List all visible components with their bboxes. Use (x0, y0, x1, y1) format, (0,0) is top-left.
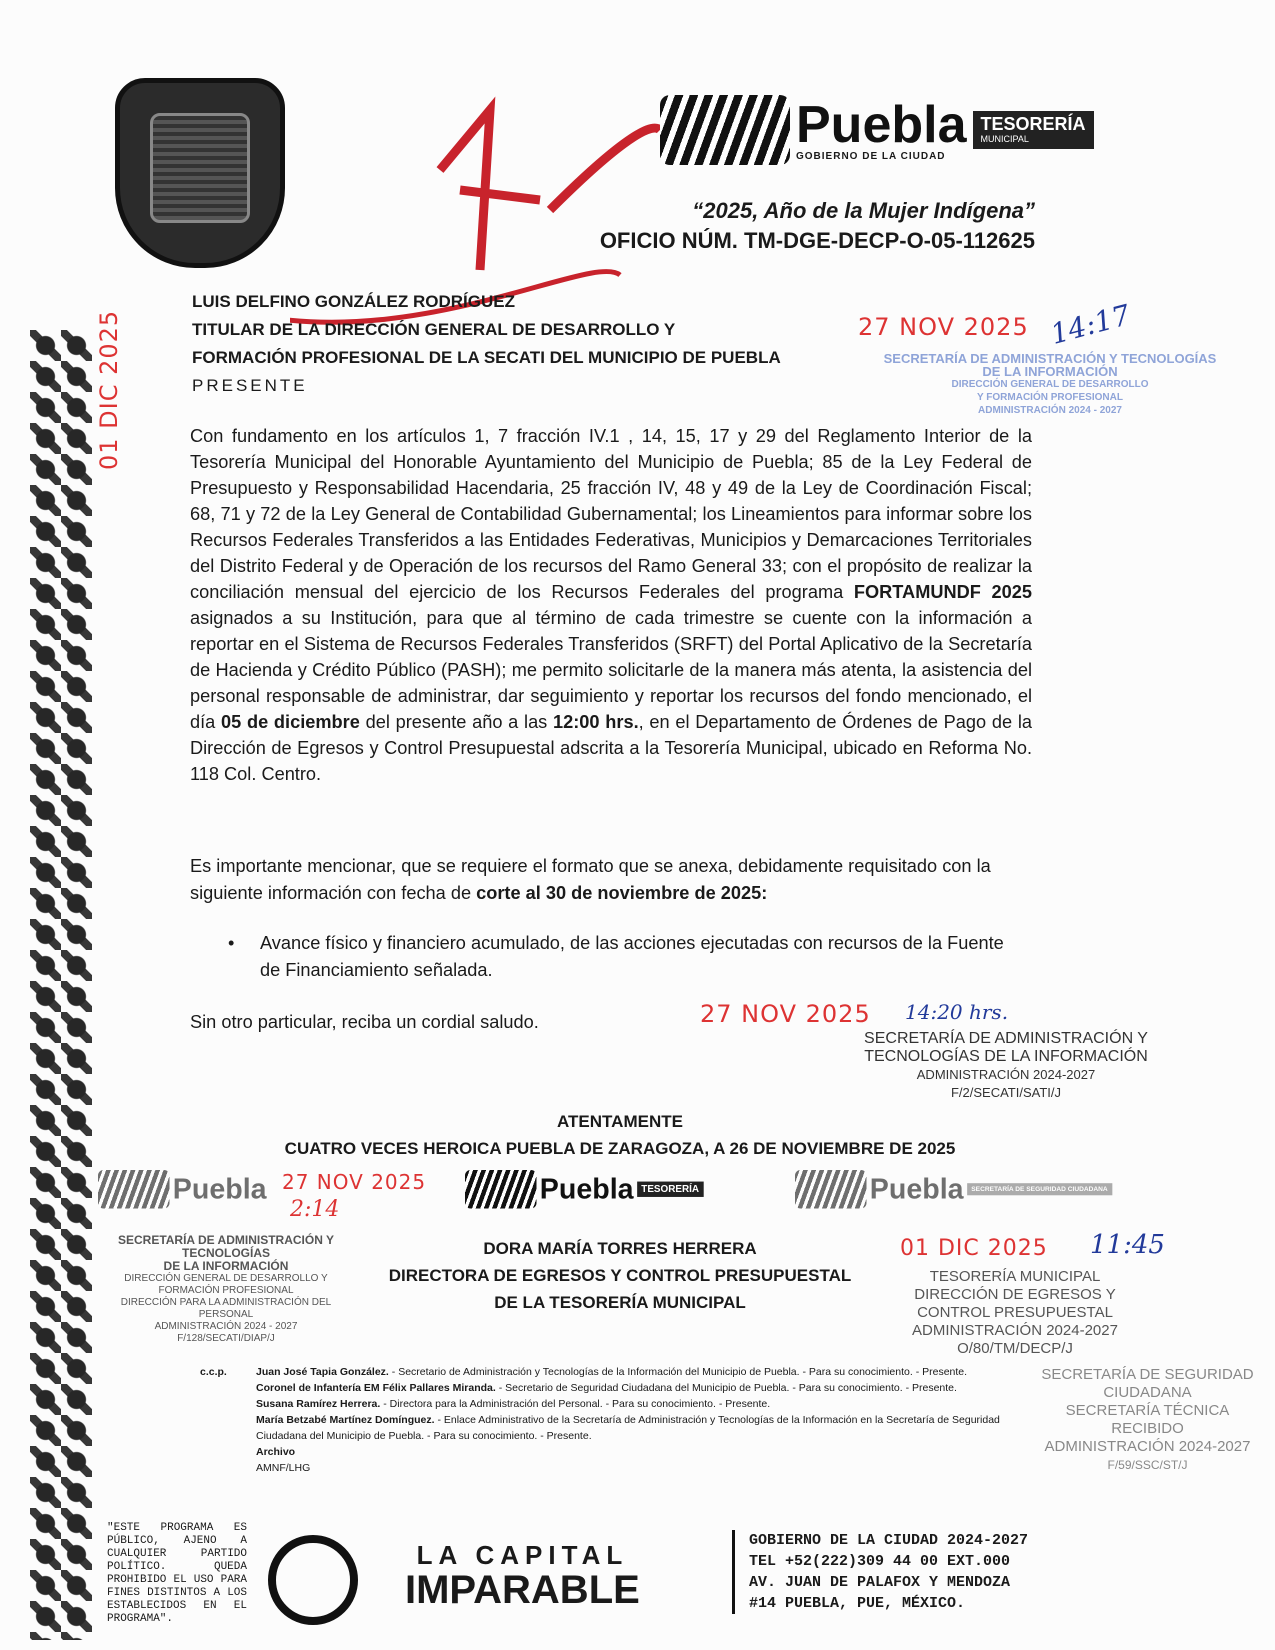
puebla-tesoreria-logo (660, 95, 1094, 165)
presente: PRESENTE (192, 376, 308, 395)
cc-name: Susana Ramírez Herrera. (256, 1398, 381, 1410)
stamp-line: DIRECCIÓN PARA LA ADMINISTRACIÓN DEL PERSONAL (120, 1297, 332, 1320)
meeting-date: 05 de diciembre (221, 712, 360, 732)
handwritten-time: 2:14 (290, 1197, 340, 1222)
logo-word: Puebla (172, 1173, 267, 1206)
date-stamp: 01 DIC 2025 (900, 1236, 1048, 1261)
address-line: #14 PUEBLA, PUE, MÉXICO. (749, 1595, 966, 1612)
date-stamp: 27 NOV 2025 (282, 1170, 427, 1194)
stamp-line: F/128/SECATI/DIAP/J (177, 1333, 275, 1344)
oficio-number: OFICIO NÚM. TM-DGE-DECP-O-05-112625 (599, 228, 1035, 253)
logo-mark (98, 1170, 170, 1209)
stamp-line: DE LA INFORMACIÓN (163, 1259, 289, 1273)
logo-tag-sub: MUNICIPAL (980, 133, 1029, 144)
stamp-line: CONTROL PRESUPUESTAL (917, 1304, 1113, 1321)
cc-text: - Secretario de Administración y Tecnologías de la Información del Municipio de Puebla. - Para su conocimiento. - Presente. (388, 1366, 968, 1378)
stamp-line: DIRECCIÓN DE EGRESOS Y (914, 1286, 1116, 1303)
logo-mark (795, 1170, 867, 1209)
stamp-line: DIRECCIÓN GENERAL DE DESARROLLO (951, 379, 1149, 390)
recipient-title: TITULAR DE LA DIRECCIÓN GENERAL DE DESARROLLO Y (192, 320, 676, 339)
cc-text: - Directora para la Administración del Personal. - Para su conocimiento. - Presente. (380, 1398, 771, 1410)
date-stamp: 27 NOV 2025 (858, 313, 1029, 341)
body-paragraph (190, 853, 1032, 907)
closing: Sin otro particular, reciba un cordial saludo. (190, 1012, 539, 1032)
cc-label: c.c.p. (200, 1366, 227, 1378)
place-date: CUATRO VECES HEROICA PUEBLA DE ZARAGOZA, A 26 DE NOVIEMBRE DE 2025 (284, 1139, 956, 1158)
stamp-line: TECNOLOGÍAS DE LA INFORMACIÓN (864, 1048, 1148, 1065)
cc-text: - Enlace Administrativo de la Secretaría de Administración y Tecnologías de la Información en la Secretaría de Seguridad Ciudadana del Municipio de Puebla. - Para su conocimiento. - Presente. (256, 1414, 1000, 1442)
stamp-line: ADMINISTRACIÓN 2024-2027 (916, 1067, 1096, 1082)
logo-tag (973, 111, 1094, 149)
address-line: TEL +52(222)309 44 00 EXT.000 (749, 1553, 1011, 1570)
requirements-list (228, 930, 1028, 984)
logo-tag: TESORERÍA (637, 1182, 704, 1197)
cc-item (256, 1364, 1016, 1380)
handwritten-time: 14:17 (1047, 298, 1134, 351)
recipient-name: LUIS DELFINO GONZÁLEZ RODRÍGUEZ (192, 292, 515, 311)
cc-item (256, 1396, 1016, 1412)
text: del presente año a las (359, 712, 554, 732)
cc-item (256, 1380, 1016, 1396)
stamp-line: SECRETARÍA DE ADMINISTRACIÓN Y TECNOLOGÍAS (117, 1233, 334, 1260)
slogan-bottom: IMPARABLE (405, 1568, 640, 1612)
meeting-time: 12:00 hrs. (553, 712, 639, 732)
stamp-line: ADMINISTRACIÓN 2024-2027 (912, 1322, 1118, 1339)
signer-name: DORA MARÍA TORRES HERRERA (483, 1239, 757, 1258)
cc-text: - Secretario de Seguridad Ciudadana del Municipio de Puebla. - Para su conocimiento. - Presente. (495, 1382, 957, 1394)
cc-name: María Betzabé Martínez Domínguez. (256, 1414, 435, 1426)
slogan-top: LA CAPITAL (416, 1540, 629, 1570)
logo-word: Puebla (869, 1173, 964, 1206)
program-name: FORTAMUNDF 2025 (853, 582, 1033, 602)
body-paragraph (190, 423, 1032, 787)
text: asignados a su Institución, para que al término de cada trimestre se cuente con la información a reportar en el Sistema de Recursos Federales Transferidos (SRFT) del Portal Aplicativo de la Secretaría de Hacienda y Crédito Público (PASH); me permito solicitarle de la manera más atenta, la asistencia del personal responsable de administrar, dar seguimiento y reportar los recursos del fondo mencionado, el día (190, 608, 1032, 732)
stamp-line: RECIBIDO (1111, 1420, 1184, 1437)
cc-name: Juan José Tapia González. (256, 1366, 389, 1378)
date-stamp: 01 DIC 2025 (95, 309, 123, 470)
logo-mark (465, 1170, 537, 1209)
recipient-title: FORMACIÓN PROFESIONAL DE LA SECATI DEL MUNICIPIO DE PUEBLA (192, 348, 781, 367)
stamp-line: SECRETARÍA DE ADMINISTRACIÓN Y (864, 1030, 1148, 1047)
slogan-logo (405, 1540, 640, 1612)
cc-item (256, 1412, 1016, 1444)
secati-stamp-right (846, 1030, 1166, 1102)
tesoreria-receipt-stamp (885, 1268, 1145, 1358)
stamp-line: O/80/TM/DECP/J (957, 1340, 1073, 1357)
address-line: GOBIERNO DE LA CIUDAD 2024-2027 (749, 1532, 1029, 1549)
text: Es importante mencionar, que se requiere el formato que se anexa, debidamente requisitado con la siguiente información con fecha de (190, 856, 991, 903)
cc-list (200, 1364, 1016, 1476)
ssc-receipt-stamp (1030, 1366, 1265, 1474)
ssc-logo-stamp (795, 1170, 1112, 1209)
secati-stamp-left (95, 1234, 357, 1345)
handwritten-time: 11:45 (1090, 1230, 1165, 1260)
secati-receipt-stamp (850, 352, 1250, 417)
list-item: • Avance físico y financiero acumulado, de las acciones ejecutadas con recursos de la Fuente de Financiamiento señalada. (228, 930, 1028, 984)
atentamente: ATENTAMENTE (557, 1112, 683, 1131)
date-stamp: 27 NOV 2025 (700, 1000, 871, 1028)
logo-sub: GOBIERNO DE LA CIUDAD (796, 150, 946, 162)
cutoff-date: corte al 30 de noviembre de 2025: (476, 883, 768, 903)
logo-word: Puebla (796, 95, 967, 154)
equality-emblem (268, 1535, 358, 1625)
stamp-line: ADMINISTRACIÓN 2024 - 2027 (978, 405, 1122, 416)
puebla-logo-mark (660, 95, 790, 165)
signer-role: DIRECTORA DE EGRESOS Y CONTROL PRESUPUESTAL (388, 1266, 852, 1285)
city-seal (115, 78, 285, 268)
text: Con fundamento en los artículos 1, 7 fracción IV.1 , 14, 15, 17 y 29 del Reglamento Interior de la Tesorería Municipal del Honorable Ayuntamiento del Municipio de Puebla; 85 de la Ley Federal de Presupuesto y Responsabilidad Hacendaria, 25 fracción IV, 48 y 49 de la Ley de Coordinación Fiscal; 68, 71 y 72 de la Ley General de Contabilidad Gubernamental; los Lineamientos para informar sobre los Recursos Federales Transferidos a las Entidades Federativas, Municipios y Demarcaciones Territoriales del Distrito Federal y de Operación de los recursos del Ramo General 33; con el propósito de realizar la conciliación mensual del ejercicio de los Recursos Federales del programa (190, 426, 1032, 602)
handwritten-time: 14:20 hrs. (905, 1000, 1009, 1024)
logo-word: Puebla (539, 1173, 634, 1206)
program-disclaimer: "ESTE PROGRAMA ES PÚBLICO, AJENO A CUALQUIER PARTIDO POLÍTICO. QUEDA PROHIBIDO EL USO PARA FINES DISTINTOS A LOS ESTABLECIDOS EN EL PROGRAMA". (107, 1522, 247, 1625)
address-line: AV. JUAN DE PALAFOX Y MENDOZA (749, 1574, 1011, 1591)
recipient-block (192, 288, 781, 400)
logo-tag-label: TESORERÍA (980, 114, 1086, 135)
stamp-line: SECRETARÍA DE ADMINISTRACIÓN Y TECNOLOGÍAS (883, 351, 1217, 366)
stamp-line: ADMINISTRACIÓN 2024-2027 (1044, 1438, 1251, 1455)
signer-role: DE LA TESORERÍA MUNICIPAL (494, 1293, 746, 1312)
stamp-line: Y FORMACIÓN PROFESIONAL (977, 392, 1123, 403)
logo-tag: SECRETARÍA DE SEGURIDAD CIUDADANA (967, 1183, 1112, 1195)
stamp-line: SECRETARÍA DE SEGURIDAD CIUDADANA (1041, 1366, 1254, 1401)
footer-address (732, 1530, 1028, 1614)
stamp-line: ADMINISTRACIÓN 2024 - 2027 (154, 1321, 298, 1332)
year-motto: “2025, Año de la Mujer Indígena” (692, 198, 1035, 223)
decorative-border (30, 330, 92, 1640)
stamp-line: F/59/SSC/ST/J (1107, 1458, 1188, 1472)
secati-logo-stamp (98, 1170, 267, 1209)
archivo: Archivo (256, 1446, 296, 1458)
text: , en el Departamento de Órdenes de Pago de la Dirección de Egresos y Control Presupuestal adscrita a la Tesorería Municipal, ubicado en Reforma No. 118 Col. Centro. (190, 712, 1032, 784)
tesoreria-logo-stamp (465, 1170, 703, 1209)
initials: AMNF/LHG (256, 1462, 311, 1474)
stamp-line: DE LA INFORMACIÓN (982, 364, 1118, 379)
cc-name: Coronel de Infantería EM Félix Pallares Miranda. (256, 1382, 496, 1394)
stamp-line: SECRETARÍA TÉCNICA (1065, 1402, 1230, 1419)
stamp-line: F/2/SECATI/SATI/J (950, 1085, 1062, 1100)
stamp-line: TESORERÍA MUNICIPAL (929, 1268, 1101, 1285)
stamp-line: DIRECCIÓN GENERAL DE DESARROLLO Y FORMACIÓN PROFESIONAL (124, 1273, 328, 1296)
